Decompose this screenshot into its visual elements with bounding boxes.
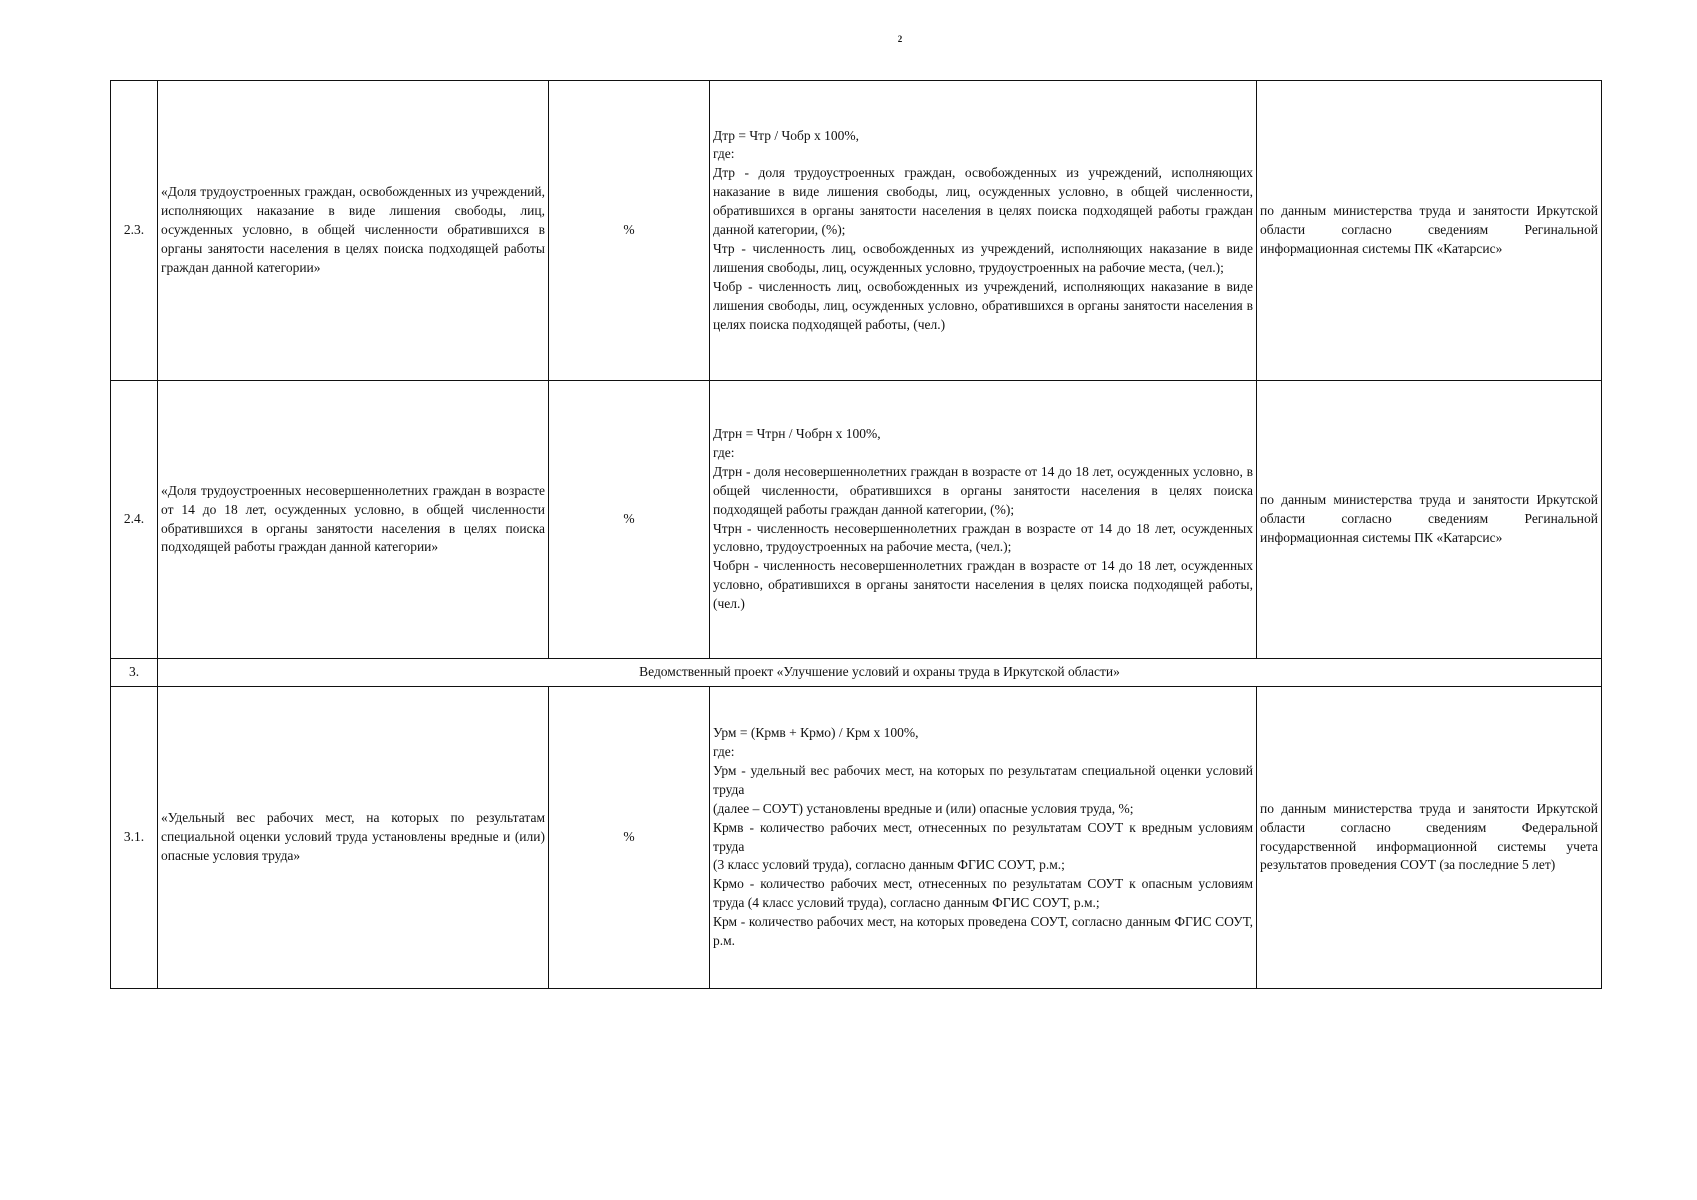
indicator-name: «Доля трудоустроенных граждан, освобожденных из учреждений, исполняющих наказание в виде лишения свободы, лиц, осужденных условно, в общей численности обратившихся в органы занятости населения в целях поиска подходящей работы граждан данной категории» xyxy=(158,81,549,381)
formula-line: Крмо - количество рабочих мест, отнесенных по результатам СОУТ к опасным условиям труда (4 класс условий труда), согласно данным ФГИС СОУТ, р.м.; xyxy=(713,876,1253,911)
formula-line: где: xyxy=(713,444,735,460)
formula-line: Дтрн = Чтрн / Чобрн х 100%, xyxy=(713,426,881,442)
calculation-formula xyxy=(710,381,1257,659)
row-number: 2.3. xyxy=(111,81,158,381)
formula-line: (3 класс условий труда), согласно данным ФГИС СОУТ, р.м.; xyxy=(713,857,1065,873)
formula-line: (далее – СОУТ) установлены вредные и (или) опасные условия труда, %; xyxy=(713,800,1134,816)
data-source: по данным министерства труда и занятости Иркутской области согласно сведениям Федеральной государственной информационной системы учета результатов проведения СОУТ (за последние 5 лет) xyxy=(1257,687,1602,989)
formula-line: где: xyxy=(713,744,735,760)
data-source: по данным министерства труда и занятости Иркутской области согласно сведениям Регинальной информационная системы ПК «Катарсис» xyxy=(1257,381,1602,659)
indicators-table xyxy=(110,80,1602,989)
data-source: по данным министерства труда и занятости Иркутской области согласно сведениям Регинальной информационная системы ПК «Катарсис» xyxy=(1257,81,1602,381)
unit-of-measure: % xyxy=(549,81,710,381)
indicator-name: «Доля трудоустроенных несовершеннолетних граждан в возрасте от 14 до 18 лет, осужденных условно, в общей численности обратившихся в органы занятости населения в целях поиска подходящей работы граждан данной категории» xyxy=(158,381,549,659)
formula-line: Чобрн - численность несовершеннолетних граждан в возрасте от 14 до 18 лет, осужденных условно, обратившихся в органы занятости населения в целях поиска подходящей работы, (чел.) xyxy=(713,558,1253,612)
formula-line: Урм - удельный вес рабочих мест, на которых по результатам специальной оценки условий труда xyxy=(713,762,1253,797)
calculation-formula xyxy=(710,81,1257,381)
formula-line: Чобр - численность лиц, освобожденных из учреждений, исполняющих наказание в виде лишения свободы, лиц, осужденных условно, обратившихся в органы занятости населения в целях поиска подходящей работы, (чел.) xyxy=(713,278,1253,332)
formula-line: Чтрн - численность несовершеннолетних граждан в возрасте от 14 до 18 лет, осужденных условно, трудоустроенных на рабочие места, (чел.); xyxy=(713,520,1253,555)
formula-line: где: xyxy=(713,146,735,162)
row-number: 2.4. xyxy=(111,381,158,659)
formula-line: Чтр - численность лиц, освобожденных из учреждений, исполняющих наказание в виде лишения свободы, лиц, осужденных условно, трудоустроенных на рабочие места, (чел.); xyxy=(713,240,1253,275)
formula-line: Дтр = Чтр / Чобр х 100%, xyxy=(713,127,859,143)
table-row xyxy=(111,687,1602,989)
page-number: 2 xyxy=(897,34,903,44)
formula-line: Урм = (Крмв + Крмо) / Крм х 100%, xyxy=(713,725,919,741)
table-row xyxy=(111,81,1602,381)
formula-line: Дтр - доля трудоустроенных граждан, освобожденных из учреждений, исполняющих наказание в виде лишения свободы, лиц, осужденных условно, в общей численности, обратившихся в органы занятости населения в целях поиска подходящей работы граждан данной категории, (%); xyxy=(713,165,1253,238)
row-number: 3.1. xyxy=(111,687,158,989)
unit-of-measure: % xyxy=(549,381,710,659)
formula-line: Крмв - количество рабочих мест, отнесенных по результатам СОУТ к вредным условиям труда xyxy=(713,819,1253,854)
section-row xyxy=(111,659,1602,687)
unit-of-measure: % xyxy=(549,687,710,989)
indicator-name: «Удельный вес рабочих мест, на которых по результатам специальной оценки условий труда установлены вредные и (или) опасные условия труда» xyxy=(158,687,549,989)
formula-line: Дтрн - доля несовершеннолетних граждан в возрасте от 14 до 18 лет, осужденных условно, в общей численности, обратившихся в органы занятости населения в целях поиска подходящей работы граждан данной категории, (%); xyxy=(713,463,1253,517)
formula-line: Крм - количество рабочих мест, на которых проведена СОУТ, согласно данным ФГИС СОУТ, р.м. xyxy=(713,914,1253,948)
table-row xyxy=(111,381,1602,659)
section-title: Ведомственный проект «Улучшение условий и охраны труда в Иркутской области» xyxy=(158,659,1602,687)
section-number: 3. xyxy=(111,659,158,687)
calculation-formula xyxy=(710,687,1257,989)
